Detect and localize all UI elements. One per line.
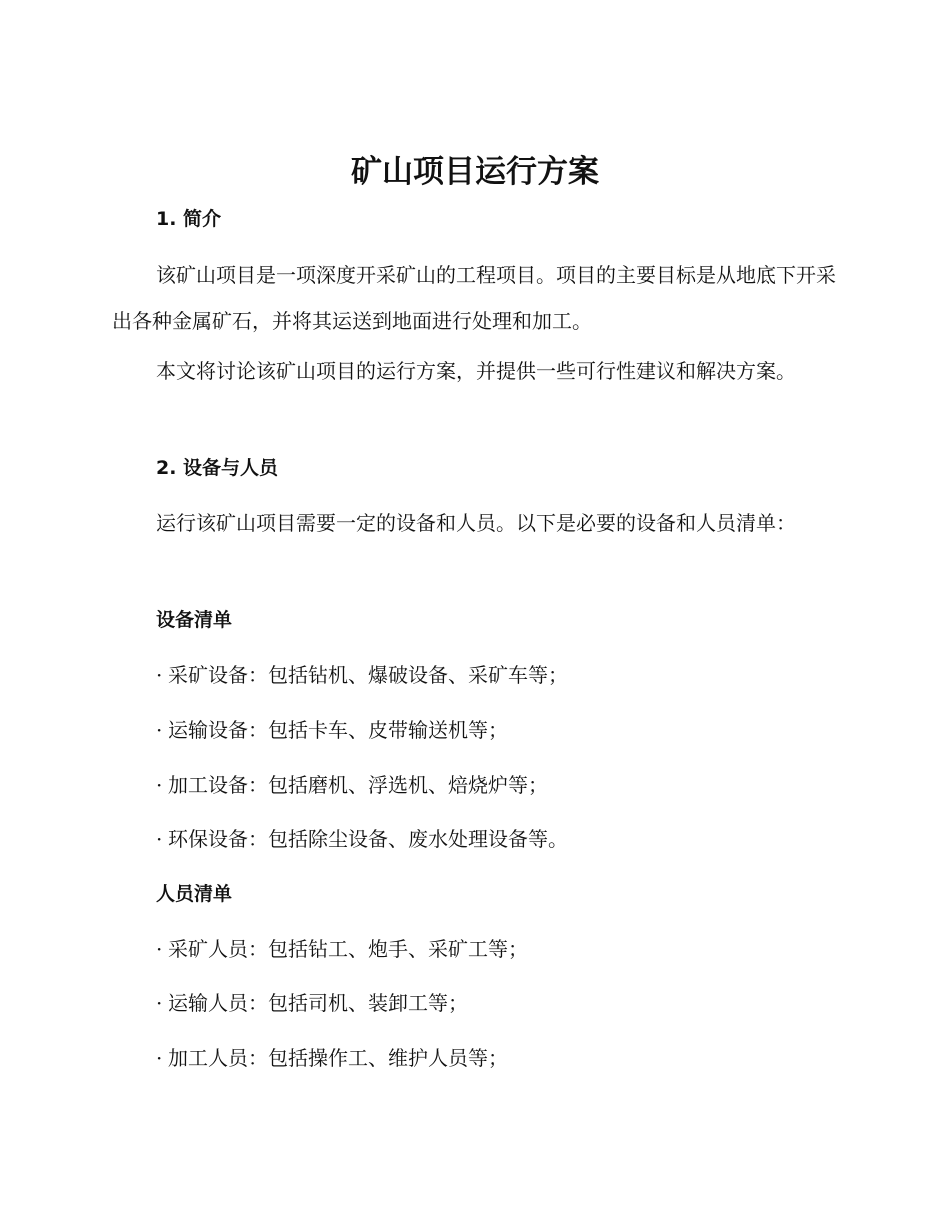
equipment-list-heading: 设备清单 [156, 609, 233, 631]
bullet-dot: · [156, 827, 163, 851]
personnel-list-heading: 人员清单 [156, 883, 233, 905]
personnel-item-text: 运输人员：包括司机、装卸工等； [168, 991, 468, 1015]
personnel-list-item [156, 934, 528, 964]
bullet-dot: · [156, 663, 163, 687]
equipment-list-item [156, 660, 568, 690]
intro-paragraph-2: 本文将讨论该矿山项目的运行方案，并提供一些可行性建议和解决方案。 [156, 359, 796, 383]
personnel-list-item [156, 1043, 508, 1073]
equipment-personnel-paragraph: 运行该矿山项目需要一定的设备和人员。以下是必要的设备和人员清单： [156, 511, 796, 535]
section-heading-equipment-personnel: 2. 设备与人员 [156, 457, 279, 479]
equipment-list-item [156, 770, 548, 800]
bullet-dot: · [156, 937, 163, 961]
intro-paragraph-1: 该矿山项目是一项深度开采矿山的工程项目。项目的主要目标是从地底下开采出各种金属矿石，并将其运送到地面进行处理和加工。 [112, 263, 836, 333]
equipment-item-text: 加工设备：包括磨机、浮选机、焙烧炉等； [168, 773, 548, 797]
equipment-item-text: 环保设备：包括除尘设备、废水处理设备等。 [168, 827, 568, 851]
equipment-list-item [156, 824, 568, 854]
equipment-item-text: 运输设备：包括卡车、皮带输送机等； [168, 718, 508, 742]
bullet-dot: · [156, 773, 163, 797]
bullet-dot: · [156, 1046, 163, 1070]
personnel-item-text: 采矿人员：包括钻工、炮手、采矿工等； [168, 937, 528, 961]
equipment-item-text: 采矿设备：包括钻机、爆破设备、采矿车等； [168, 663, 568, 687]
bullet-dot: · [156, 718, 163, 742]
personnel-list-item [156, 988, 468, 1018]
section-heading-intro: 1. 简介 [156, 208, 222, 230]
equipment-list-item [156, 715, 508, 745]
personnel-item-text: 加工人员：包括操作工、维护人员等； [168, 1046, 508, 1070]
document-title: 矿山项目运行方案 [351, 154, 599, 190]
bullet-dot: · [156, 991, 163, 1015]
